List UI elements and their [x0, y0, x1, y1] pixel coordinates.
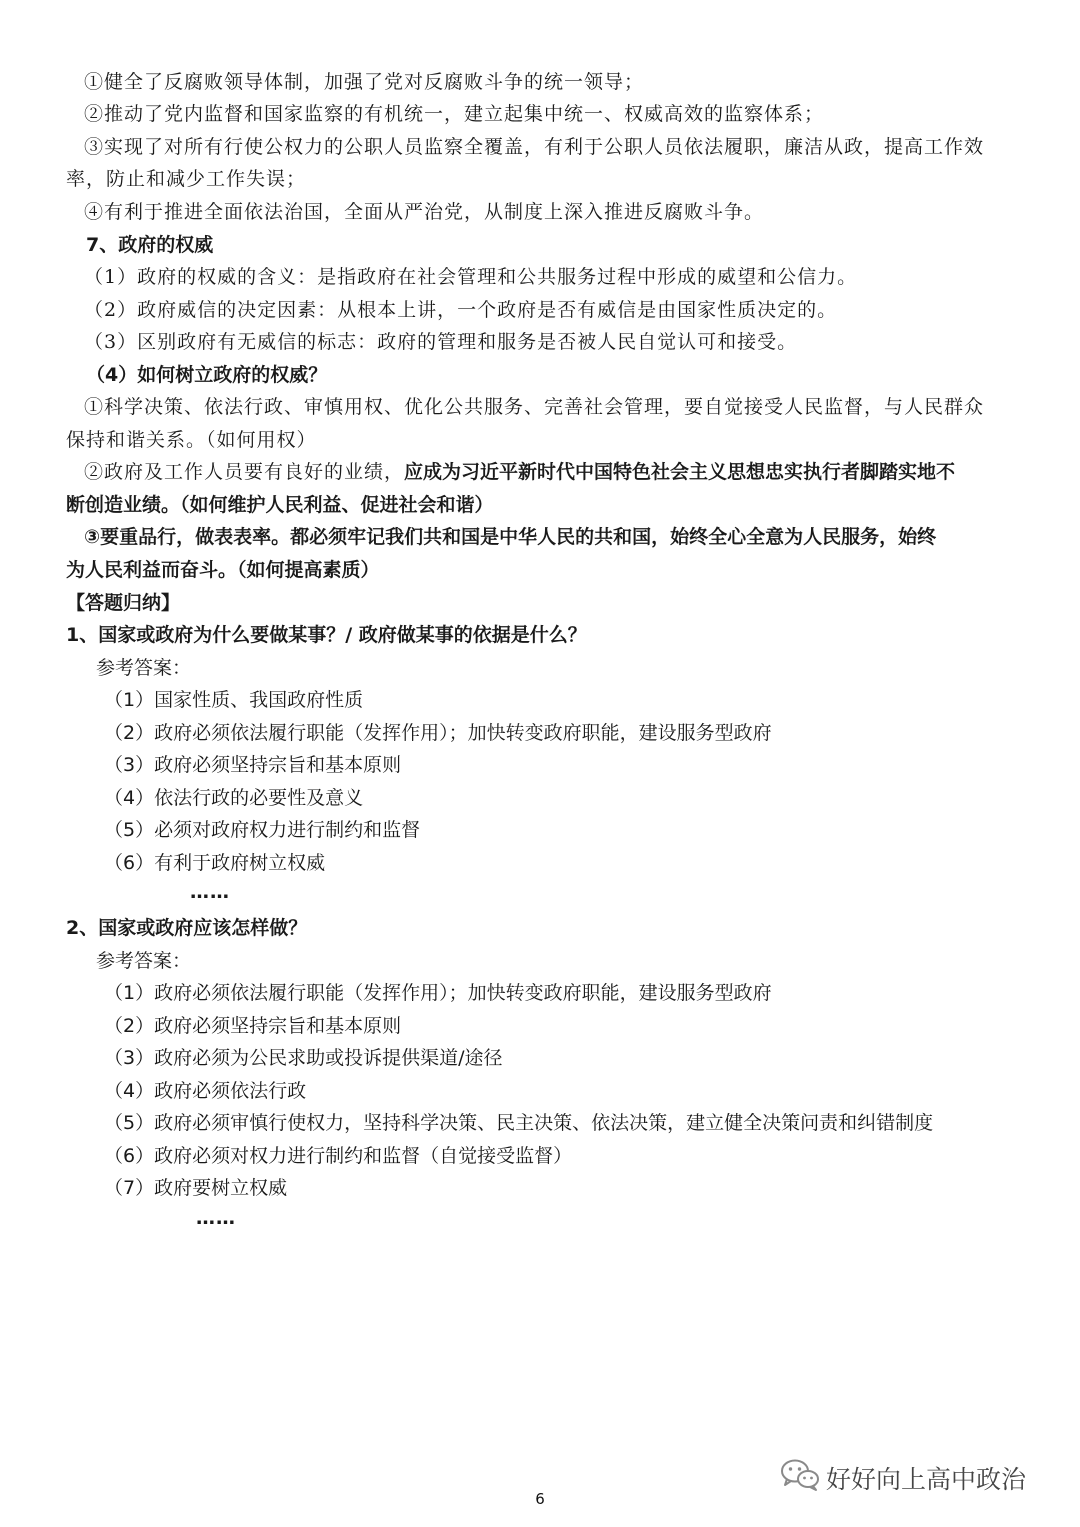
paragraph-line: （2）政府威信的决定因素：从根本上讲，一个政府是否有威信是由国家性质决定的。	[84, 299, 838, 321]
paragraph-line: （1）政府的权威的含义：是指政府在社会管理和公共服务过程中形成的威望和公信力。	[84, 266, 858, 288]
page-number: 6	[535, 1490, 545, 1508]
answer-item: （3）政府必须为公民求助或投诉提供渠道/途径	[104, 1047, 503, 1069]
question-heading: 2、国家或政府应该怎样做？	[66, 917, 308, 939]
watermark-text: 好好向上高中政治	[826, 1465, 1027, 1494]
paragraph-line	[0, 456, 1080, 488]
paragraph-line: ①健全了反腐败领导体制，加强了党对反腐败斗争的统一领导；	[84, 71, 645, 93]
answer-item: （4）政府必须依法行政	[104, 1080, 307, 1102]
paragraph-line: ②推动了党内监督和国家监察的有机统一，建立起集中统一、权威高效的监察体系；	[84, 103, 825, 125]
paragraph-line: ③要重品行，做表表率。都必须牢记我们共和国是中华人民的共和国，始终全心全意为人民服务，始终	[84, 526, 937, 548]
answer-item: （2）政府必须坚持宗旨和基本原则	[104, 1015, 402, 1037]
paragraph-line: ①科学决策、依法行政、审慎用权、优化公共服务、完善社会管理，要自觉接受人民监督，与人民群众	[84, 396, 985, 418]
paragraph-line: 为人民利益而奋斗。（如何提高素质）	[66, 559, 380, 581]
answer-item: （1）政府必须依法履行职能（发挥作用）；加快转变政府职能，建设服务型政府	[104, 982, 772, 1004]
answer-item: （1）国家性质、我国政府性质	[104, 689, 364, 711]
summary-heading: 【答题归纳】	[66, 592, 181, 614]
answer-item: （3）政府必须坚持宗旨和基本原则	[104, 754, 402, 776]
ellipsis: ……	[190, 881, 230, 903]
answer-item: （6）政府必须对权力进行制约和监督（自觉接受监督）	[104, 1145, 573, 1167]
answer-label: 参考答案：	[96, 950, 192, 972]
question-heading: 1、国家或政府为什么要做某事？/ 政府做某事的依据是什么？	[66, 624, 587, 646]
paragraph-line: 率，防止和减少工作失误；	[66, 168, 307, 190]
answer-item: （5）政府必须审慎行使权力，坚持科学决策、民主决策、依法决策，建立健全决策问责和纠错制度	[104, 1112, 934, 1134]
answer-item: （2）政府必须依法履行职能（发挥作用）；加快转变政府职能，建设服务型政府	[104, 722, 772, 744]
answer-item: （6）有利于政府树立权威	[104, 852, 326, 874]
answer-item: （7）政府要树立权威	[104, 1177, 288, 1199]
answer-label: 参考答案：	[96, 657, 192, 679]
answer-item: （4）依法行政的必要性及意义	[104, 787, 364, 809]
paragraph-line: 保持和谐关系。（如何用权）	[66, 429, 317, 451]
bold-text-run: 应成为习近平新时代中国特色社会主义思想忠实执行者脚踏实地不	[404, 461, 956, 483]
ellipsis: ……	[196, 1207, 236, 1229]
paragraph-line: ③实现了对所有行使公权力的公职人员监察全覆盖，有利于公职人员依法履职，廉洁从政，提高工作效	[84, 136, 985, 158]
paragraph-line: ④有利于推进全面依法治国，全面从严治党，从制度上深入推进反腐败斗争。	[84, 201, 765, 223]
paragraph-line: 断创造业绩。（如何维护人民利益、促进社会和谐）	[66, 494, 494, 516]
subsection-heading: （4）如何树立政府的权威？	[86, 364, 328, 386]
paragraph-line: （3）区别政府有无威信的标志：政府的管理和服务是否被人民自觉认可和接受。	[84, 331, 798, 353]
section-heading: 7、政府的权威	[86, 234, 214, 256]
answer-item: （5）必须对政府权力进行制约和监督	[104, 819, 421, 841]
text-run: ②政府及工作人员要有良好的业绩，	[84, 461, 405, 483]
